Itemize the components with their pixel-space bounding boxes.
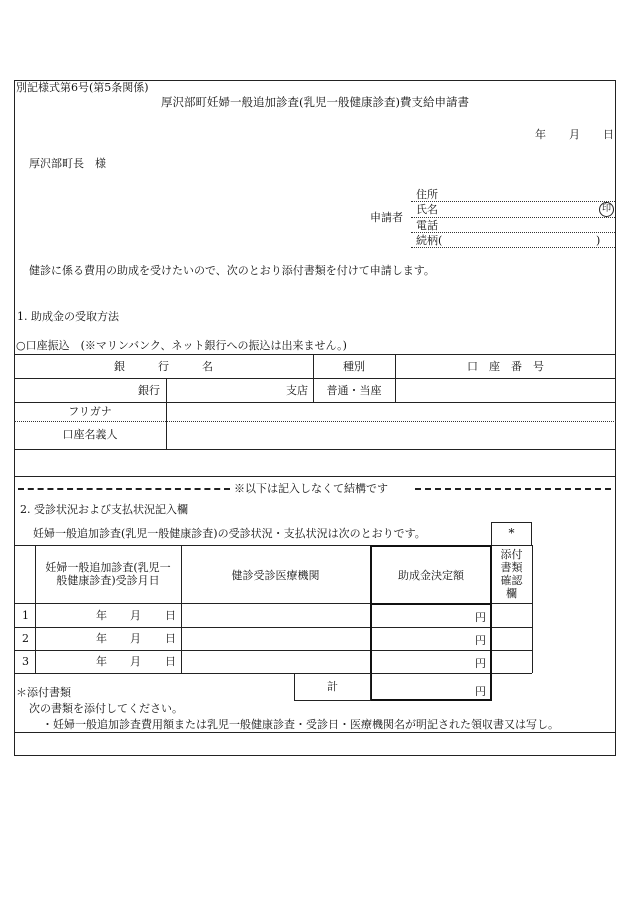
visit-table-col	[35, 545, 36, 673]
branch-suffix: 支店	[286, 384, 308, 397]
date-day: 日	[603, 128, 614, 141]
attachments-heading: ＊添付書類	[16, 686, 71, 699]
divider-dash-left	[18, 488, 230, 490]
total-yen: 円	[475, 685, 486, 698]
visit-table-col	[181, 545, 182, 673]
header-bank-name: 銀 行 名	[114, 360, 213, 373]
row-month: 月	[130, 609, 141, 622]
section2-heading: 2. 受診状況および支払状況記入欄	[20, 503, 188, 516]
form-number: 別記様式第6号(第5条関係)	[16, 81, 149, 94]
date-year: 年	[535, 128, 546, 141]
bank-table-line	[14, 476, 616, 477]
name-label[interactable]: 氏名	[416, 203, 438, 216]
row-month: 月	[130, 655, 141, 668]
header-account-type: 種別	[343, 360, 365, 373]
bank-suffix: 銀行	[138, 384, 160, 397]
row-yen: 円	[475, 657, 486, 670]
visit-table-col	[532, 545, 533, 673]
seal-mark: 印	[599, 202, 614, 217]
bank-table-line	[14, 378, 616, 379]
header-amount: 助成金決定額	[398, 569, 464, 582]
addressee: 厚沢部町長 様	[29, 157, 106, 170]
phone-line	[411, 232, 615, 233]
address-line	[411, 201, 615, 202]
asterisk-mark: *	[508, 526, 515, 540]
account-type-options[interactable]: 普通・当座	[326, 384, 382, 397]
section1-heading: 1. 助成金の受取方法	[17, 310, 119, 323]
row-yen: 円	[475, 611, 486, 624]
bank-table-line	[14, 421, 616, 422]
row-day: 日	[165, 632, 176, 645]
relation-label[interactable]: 続柄(	[416, 234, 443, 247]
bank-table-line	[14, 402, 616, 403]
statement: 健診に係る費用の助成を受けたいので、次のとおり添付書類を付けて申請します。	[29, 264, 435, 277]
divider-dash-right	[415, 488, 611, 490]
row-yen: 円	[475, 634, 486, 647]
row-number: 2	[22, 632, 29, 645]
account-holder-label: 口座名義人	[62, 428, 118, 441]
row-month: 月	[130, 632, 141, 645]
row-day: 日	[165, 655, 176, 668]
form-title: 厚沢部町妊婦一般追加診査(乳児一般健康診査)費支給申請書	[161, 95, 469, 109]
address-label[interactable]: 住所	[416, 188, 438, 201]
section2-intro: 妊婦一般追加診査(乳児一般健康診査)の受診状況・支払状況は次のとおりです。	[33, 527, 426, 540]
divider-text: ※以下は記入しなくて結構です	[234, 482, 388, 495]
applicant-label: 申請者	[370, 211, 403, 224]
row-year: 年	[96, 655, 107, 668]
header-account-number: 口 座 番 号	[467, 360, 544, 373]
attachments-item: ・妊婦一般追加診査費用額または乳児一般健康診査・受診日・医療機関名が明記された領収書又は写し。	[42, 718, 559, 731]
name-line	[411, 217, 615, 218]
relation-close: )	[596, 234, 601, 247]
bank-table-line	[14, 449, 616, 450]
attachments-instruction: 次の書類を添付してください。	[29, 702, 183, 715]
total-label: 計	[327, 680, 338, 693]
phone-label[interactable]: 電話	[416, 219, 438, 232]
row-number: 1	[22, 609, 29, 622]
row-number: 3	[22, 655, 29, 668]
bank-table-top	[14, 354, 616, 355]
row-day: 日	[165, 609, 176, 622]
transfer-option[interactable]: ○口座振込 (※マリンバンク、ネット銀行への振込は出来ません。)	[16, 339, 347, 352]
header-attachment-check: 添付書類確認欄	[500, 548, 523, 600]
row-year: 年	[96, 609, 107, 622]
date-month: 月	[569, 128, 580, 141]
header-visit-date: 妊婦一般追加診査(乳児一般健康診査)受診月日	[45, 561, 171, 587]
header-institution: 健診受診医療機関	[231, 569, 320, 582]
furigana-label: フリガナ	[68, 405, 112, 418]
amount-header-line	[370, 603, 492, 605]
relation-line	[411, 247, 615, 248]
row-year: 年	[96, 632, 107, 645]
divider-line	[14, 732, 616, 733]
